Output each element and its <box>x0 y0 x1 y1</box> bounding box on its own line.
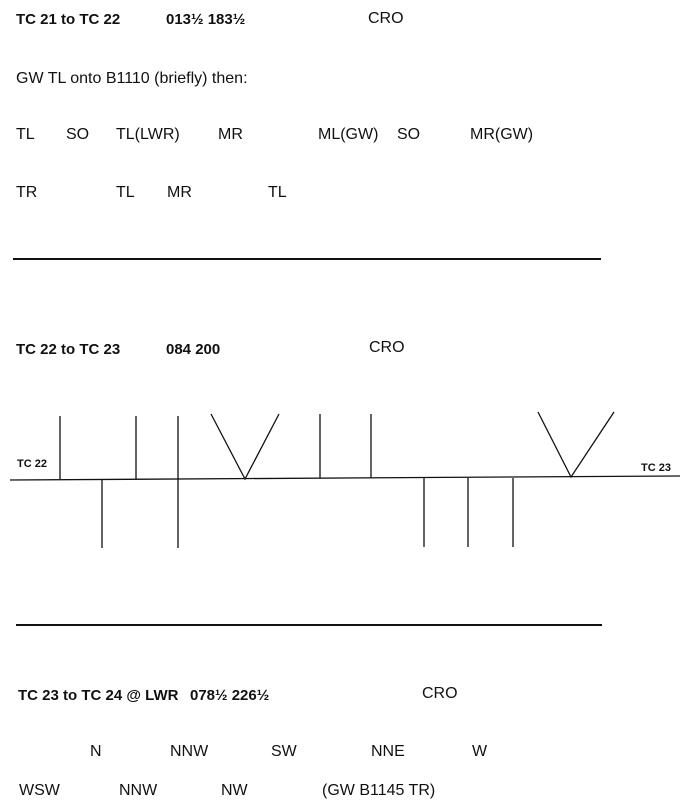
diagram-start-label: TC 22 <box>17 458 47 470</box>
section1-r1-step: TL(LWR) <box>116 126 180 143</box>
section2-grid-ref: 084 200 <box>166 341 221 358</box>
section3-r2-step: NW <box>221 782 248 799</box>
diagram-end-label: TC 23 <box>641 462 671 474</box>
section3-r1-step: W <box>472 743 488 760</box>
section3-title: TC 23 to TC 24 @ LWR <box>18 687 179 704</box>
section2-title: TC 22 to TC 23 <box>16 341 121 358</box>
section1-grid-ref: 013½ 183½ <box>166 11 246 28</box>
section1-r1-step: MR <box>218 126 243 143</box>
section1-r1-step: ML(GW) <box>318 126 379 143</box>
diagram-fork <box>211 414 279 479</box>
section3-r2-step: NNW <box>119 782 158 799</box>
section3-grid-ref: 078½ 226½ <box>190 687 270 704</box>
section1-intro: GW TL onto B1110 (briefly) then: <box>16 70 248 87</box>
section3-r1-step: NNE <box>371 743 405 760</box>
section2-tag: CRO <box>369 339 405 356</box>
section3-r1-step: N <box>90 743 102 760</box>
section1-r2-step: MR <box>167 184 192 201</box>
section1-r1-step: SO <box>66 126 90 143</box>
diagram-fork <box>538 412 614 477</box>
section3-r2-step: (GW B1145 TR) <box>322 782 436 799</box>
section1-title: TC 21 to TC 22 <box>16 11 121 28</box>
section3-r1-step: SW <box>271 743 297 760</box>
section1-r2-step: TR <box>16 184 38 201</box>
section3-r1-step: NNW <box>170 743 209 760</box>
section1-r1-step: MR(GW) <box>470 126 534 143</box>
section-divider <box>16 624 602 626</box>
section1-r2-step: TL <box>116 184 135 201</box>
section3-tag: CRO <box>422 685 458 702</box>
section1-r1-step: SO <box>397 126 421 143</box>
section1-r1-step: TL <box>16 126 35 143</box>
diagram-main-road <box>10 476 680 480</box>
section3-r2-step: WSW <box>19 782 60 799</box>
section1-r2-step: TL <box>268 184 287 201</box>
section1-tag: CRO <box>368 10 404 27</box>
